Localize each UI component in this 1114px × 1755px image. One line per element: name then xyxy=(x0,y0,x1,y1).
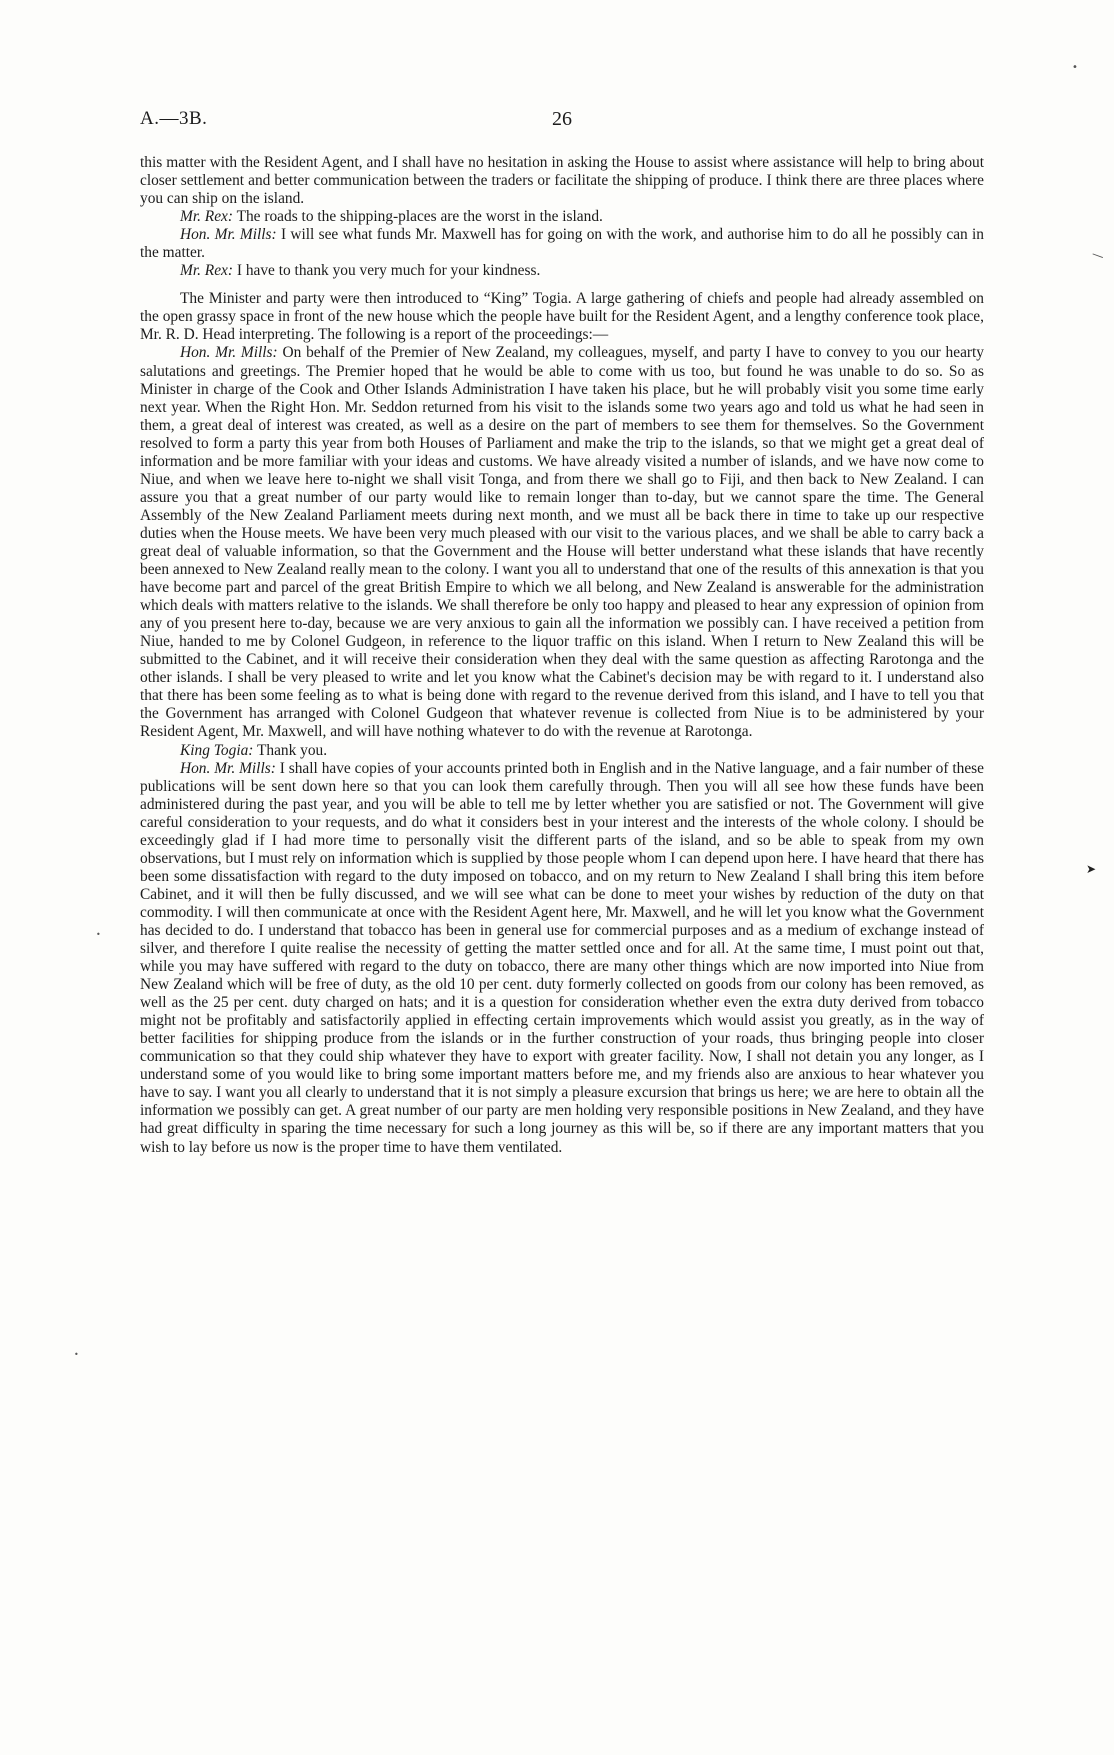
paragraph-text: Thank you. xyxy=(257,741,328,759)
scan-speck: • xyxy=(74,1350,79,1359)
speaker-name: Hon. Mr. Mills: xyxy=(180,226,277,244)
scan-mark: — xyxy=(1089,246,1107,264)
paragraph-text: I will see what funds Mr. Maxwell has for going on with the work, and authorise him to do all he possibly can in the matter. xyxy=(140,226,984,262)
paragraph-text: The roads to the shipping-places are the worst in the island. xyxy=(236,208,603,226)
speaker-name: Hon. Mr. Mills: xyxy=(180,759,276,777)
paragraph-text: The Minister and party were then introduced to “King” Togia. A large gathering of chiefs and people had already assembled on the open grassy space in front of the new house which the people have built for the Resident Agent, and a lengthy conference took place, Mr. R. D. Head interpreting. The following is a report of the proceedings:— xyxy=(140,290,984,344)
page-header xyxy=(140,108,984,138)
paragraph-text: On behalf of the Premier of New Zealand, my colleagues, myself, and party I have to convey to you our hearty salutations and greetings. The Premier hoped that he would be able to come with us too, but found he was unable to do so. So as Minister in charge of the Cook and Other Islands Administration I have taken his place, but he will probably visit you some time early next year. When the Right Hon. Mr. Seddon returned from his visit to the islands some two years ago and told us what he had seen in them, a great deal of interest was created, as well as a desire on the part of members to see them for themselves. So the Government resolved to form a party this year from both Houses of Parliament and make the trip to the islands, so that we might get a great deal of information and be more familiar with your ideas and customs. We have already visited a number of islands, and we have now come to Niue, and when we leave here to-night we shall visit Tonga, and from there we shall go to Fiji, and then back to New Zealand. I can assure you that a great number of our party would like to remain longer than to-day, but we cannot spare the time. The General Assembly of the New Zealand Parliament meets during next month, and we must all be back there in time to take up our respective duties when the House meets. We have been very much pleased with our visit to the various places, and we shall be able to carry back a great deal of valuable information, so that the Government and the House will better understand what these islands that have recently been annexed to New Zealand really mean to the colony. I want you all to understand that one of the results of this annexation is that you have become part and parcel of the great British Empire to which we all belong, and New Zealand is answerable for the administration which deals with matters relative to the islands. We shall therefore be only too happy and pleased to hear any expression of opinion from any of you present here to-day, because we are very anxious to gain all the information we possibly can. I have received a petition from Niue, handed to me by Colonel Gudgeon, in reference to the liquor traffic on this island. When I return to New Zealand this will be submitted to the Cabinet, and it will receive their consideration when they deal with the same question as affecting Rarotonga and the other islands. I shall be very pleased to write and let you know what the Cabinet's decision may be with regard to it. I understand also that there has been some feeling as to what is being done with regard to the revenue derived from this island, and I have to tell you that the Government has arranged with Colonel Gudgeon that whatever revenue is collected from Niue is to be administered by your Resident Agent, Mr. Maxwell, and will have nothing whatever to do with the revenue at Rarotonga. xyxy=(140,344,984,741)
scan-speck: • xyxy=(96,930,101,939)
speaker-name: Mr. Rex: xyxy=(180,208,233,226)
paragraph xyxy=(140,226,984,262)
speaker-name: King Togia: xyxy=(180,741,254,759)
paragraph xyxy=(140,154,984,208)
paragraph xyxy=(140,760,984,1157)
speaker-name: Hon. Mr. Mills: xyxy=(180,344,278,362)
paragraph xyxy=(140,262,984,280)
margin-arrow-mark: ➤ xyxy=(1086,862,1097,876)
document-reference: A.—3B. xyxy=(140,108,208,129)
paragraph-text: this matter with the Resident Agent, and I shall have no hesitation in asking the House to assist where assistance will help to bring about closer settlement and better communication between the traders or facilitate the shipping of produce. I think there are three places where you can ship on the island. xyxy=(140,154,984,208)
paragraph xyxy=(140,208,984,226)
scan-speck: • xyxy=(1072,62,1078,73)
paragraph-text: I have to thank you very much for your kindness. xyxy=(236,262,541,280)
paragraph-text: I shall have copies of your accounts printed both in English and in the Native language, and a fair number of these publications will be sent down here so that you can look them carefully through. Then you will all see how these funds have been administered during the past year, and you will be able to tell me by letter whether you are satisfied or not. The Government will give careful consideration to your requests, and do what it considers best in your interest and the interests of the whole colony. I should be exceedingly glad if I had more time to personally visit the different parts of the island, and so be able to speak from my own observations, but I must rely on information which is supplied by those people whom I can depend upon here. I have heard that there has been some dissatisfaction with regard to the duty imposed on tobacco, and on my return to New Zealand I shall bring this item before Cabinet, and it will then be fully discussed, and we will see what can be done to meet your wishes by reduction of the duty on that commodity. I will then communicate at once with the Resident Agent here, Mr. Maxwell, and he will let you know what the Government has decided to do. I understand that tobacco has been in general use for commercial purposes and as a medium of exchange instead of silver, and therefore I quite realise the necessity of getting the matter settled once and for all. At the same time, I must point out that, while you may have suffered with regard to the duty on tobacco, there are many other things which are now imported into Niue from New Zealand which will be free of duty, as the old 10 per cent. duty formerly collected on goods from our colony has been removed, as well as the 25 per cent. duty charged on hats; and it is a question for consideration whether even the extra duty derived from tobacco might not be profitably and satisfactorily applied in effecting certain improvements which would assist you greatly, as in the way of better facilities for shipping produce from the islands or in the further construction of your roads, thus bringing people into closer communication so that they could ship whatever they have to export with greater facility. Now, I shall not detain you any longer, as I understand some of you would like to bring some important matters before me, and my friends also are anxious to hear whatever you have to say. I want you all clearly to understand that it is not simply a pleasure excursion that brings us here; we are here to obtain all the information we possibly can get. A great number of our party are men holding very responsible positions in New Zealand, and they have had great difficulty in sparing the time necessary for such a long journey as this will be, so if there are any important matters that you wish to lay before us now is the proper time to have them ventilated. xyxy=(140,759,984,1156)
body-text xyxy=(140,154,984,1157)
page-number: 26 xyxy=(552,108,572,130)
paragraph xyxy=(140,290,984,344)
speaker-name: Mr. Rex: xyxy=(180,262,233,280)
paragraph xyxy=(140,344,984,741)
paragraph xyxy=(140,742,984,760)
